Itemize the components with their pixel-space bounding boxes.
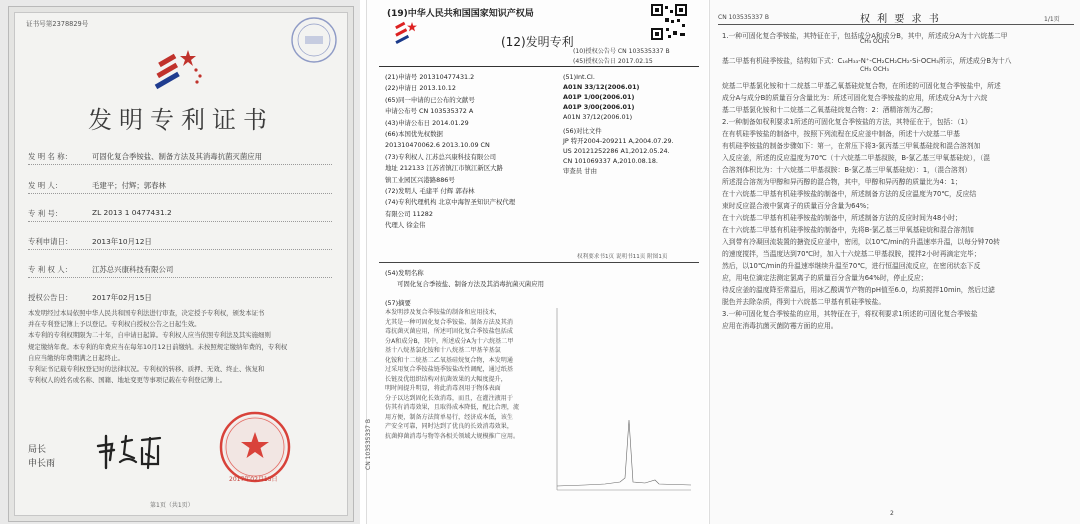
claims-page — [709, 0, 1080, 524]
formula-top: CH₃ OCH₃ — [860, 38, 889, 45]
claims-page-number: 2 — [890, 510, 894, 517]
body-line: 专利证书记载专利权登记时的法律状况。专利权的转移、质押、无效、终止、恢复和 — [28, 365, 265, 374]
abstract-line: 基十八烷基氯化铵和十八烷基二甲基苄基氯 — [385, 347, 501, 354]
claim-line: 入到带有冷凝回流装置的搪瓷反应釜中，密闭，以10℃/min的升温速率升温，以每分钟70转 — [722, 238, 1000, 246]
claim-line: 2.一种制备如权利要求1所述的可固化复合季铵盐的方法，其特征在于，包括：（1） — [722, 118, 972, 126]
biblio-line: (74)专利代理机构 北京中海智圣知识产权代理 — [385, 198, 516, 207]
biblio-line: 代理人 徐金伟 — [385, 221, 426, 230]
abstract-figure — [545, 300, 695, 500]
formula-bottom: CH₃ OCH₃ — [860, 66, 889, 73]
certificate-title: 发明专利证书 — [88, 106, 274, 134]
claims-header-rule — [718, 24, 1074, 25]
certificate-body — [28, 308, 332, 386]
claims-text — [722, 30, 1074, 332]
field-label-title: 发 明 名 称： — [28, 152, 73, 161]
page-count-note: 权利要求书1页 说明书11页 附图1页 — [577, 254, 668, 260]
biblio-line: 镇工业园区兴港路886号 — [385, 175, 455, 184]
claim-line: 3.一种可固化复合季铵盐的应用，其特征在于，将权利要求1所述的可固化复合季铵盐 — [722, 310, 978, 318]
classification-line: A01P 1/00(2006.01) — [563, 93, 635, 101]
director-name: 申长雨 — [28, 459, 56, 469]
abstract-line: 产安全可靠，同时达到了优良的长效消毒效果， — [385, 423, 513, 430]
field-value-title: 可固化复合季铵盐、制备方法及其消毒抗菌灭菌应用 — [92, 152, 262, 161]
biblio-line: 地址 212133 江苏省镇江市镇江新区大路 — [385, 164, 503, 173]
claim-line: 束时反应混合液中氯离子的质量百分含量为64%； — [722, 202, 874, 210]
classification-line: CN 101069337 A,2010.08.18. — [563, 157, 658, 165]
field-label-filing-date: 专利申请日： — [28, 237, 73, 246]
body-line: 规定缴纳年费。本专利的年费应当在每年10月12日前缴纳。未按照规定缴纳年费的，专利权 — [28, 342, 288, 351]
divider — [28, 221, 332, 222]
seal-date: 2017年02月15日 — [229, 476, 278, 483]
abstract-line: 长链及优组织结构对抗菌效果的大幅度提升， — [385, 375, 507, 383]
body-line: 本专利的专利权期限为二十年，自申请日起算。专利权人应当依照专利法及其实施细则 — [28, 331, 271, 340]
patent-certificate-photo — [0, 0, 360, 524]
abstract-line: 过采用复合季铵盐链季铵盐改性调配，通过纸基 — [385, 366, 513, 373]
biblio-line: (43)申请公布日 2014.01.29 — [385, 118, 469, 127]
handwritten-signature — [92, 428, 164, 472]
biblio-line: (73)专利权人 江苏总兴康科技有限公司 — [385, 152, 497, 161]
certificate-footer: 第1页（共1页） — [150, 502, 194, 509]
claim-line: 应用在消毒抗菌灭菌防霉方面的应用。 — [722, 322, 838, 330]
abstract-text — [385, 308, 533, 441]
grant-pub-no: (10)授权公告号 CN 103535337 B — [573, 48, 670, 55]
abstract-line: 用方便，制备方法简单易行，经济成本低，该生 — [385, 413, 513, 421]
classification-fields — [563, 72, 703, 176]
abstract-line: 抗菌抑菌消毒与物等各相关领域大规模推广应用。 — [385, 432, 520, 440]
divider — [28, 277, 332, 278]
divider — [28, 164, 332, 165]
claims-doc-no: CN 103535337 B — [718, 14, 769, 21]
classification-line: A01N 33/12(2006.01) — [563, 83, 640, 91]
claim-line: 在十六烷基二甲基有机硅季铵盐的制备中，所述制备方法的反应温度为70℃，反应结 — [722, 190, 977, 198]
biblio-line: 申请公布号 CN 103535372 A — [385, 107, 474, 116]
cnipa-emblem-icon — [393, 20, 419, 50]
classification-line: A01N 37/12(2006.01) — [563, 113, 633, 121]
abstract-line: 仿其有消毒效果，且取得成本降低，配比合理，流 — [385, 404, 520, 411]
bibliographic-fields — [385, 72, 585, 232]
classification-line: JP 特开2004-209211 A,2004.07.29. — [563, 137, 674, 145]
field-value-grant-date: 2017年02月15日 — [92, 293, 152, 302]
field-value-patent-no: ZL 2013 1 0477431.2 — [92, 208, 172, 217]
field-label-grant-date: 授权公告日： — [28, 293, 73, 302]
field-label-inventor: 发 明 人： — [28, 181, 63, 190]
classification-line: A01P 3/00(2006.01) — [563, 103, 635, 111]
office-header: (19)中华人民共和国国家知识产权局 — [387, 9, 534, 19]
claims-title: 权 利 要 求 书 — [860, 14, 941, 25]
biblio-line: (66)本国优先权数据 — [385, 130, 443, 139]
abstract-line: 明时间提升明显，将此消毒剂用于物体表面 — [385, 385, 501, 392]
side-publication-label: CN 103535337 B — [365, 419, 372, 470]
claim-line: 成分A与成分B的质量百分含量比为：所述可固化复合季铵盐的应用，所述成分A为十六烷 — [722, 94, 988, 102]
national-emblem-icon — [150, 44, 208, 92]
field-label-patent-no: 专 利 号： — [28, 209, 63, 218]
claim-line: 合溶剂体积比为：十六烷基二甲基叔胺：B-氯乙基三甲氧基硅烷）：1，（混合溶剂） — [722, 166, 972, 174]
claim-line: 所述混合溶剂为甲醇和异丙醇的混合物，其中，甲醇和异丙醇的质量比为4：1； — [722, 178, 962, 186]
biblio-line: 201310470062.6 2013.10.09 CN — [385, 141, 490, 150]
round-stamp-icon — [288, 14, 340, 66]
field-label-patentee: 专 利 权 人： — [28, 265, 73, 274]
biblio-line: (21)申请号 201310477431.2 — [385, 73, 475, 81]
abstract-line: 本发明涉及复合季铵盐的制备和应用技术， — [385, 309, 501, 316]
claim-line: 在十六烷基二甲基有机硅季铵盐的制备中，先将B-氯乙基三甲氧基硅烷和混合溶剂加 — [722, 226, 974, 234]
abstract-line: 分A和成分B，其中，所述成分A为十六烷基二甲 — [385, 337, 514, 345]
biblio-line: (65)同一申请的已公布的文献号 — [385, 95, 475, 104]
classification-line: US 20121252286 A1,2012.05.24. — [563, 147, 670, 155]
claim-line: 待反应釜的温度降至常温后，用冰乙酸调节产物的pH值至6.0，均质搅拌10min，然后过滤 — [722, 286, 995, 294]
invention-title: 可固化复合季铵盐、制备方法及其消毒抗菌灭菌应用 — [397, 280, 544, 288]
claim-line: 有机硅季铵盐的制备步骤如下：第一，在常压下将3-氯丙基三甲氧基硅烷和混合溶剂加 — [722, 142, 981, 150]
abstract-line: 化铵和十二烷基二乙氧基硅烷复合物，本发明通 — [385, 356, 513, 364]
claim-line: 在十六烷基二甲基有机硅季铵盐的制备中，所述制备方法的反应时间为48小时； — [722, 214, 962, 222]
certificate-number: 证书号第2378829号 — [26, 20, 89, 28]
claims-page-indicator: 1/1页 — [1044, 16, 1060, 23]
biblio-line: 有限公司 11282 — [385, 209, 433, 218]
body-line: 自应当缴纳年费期满之日起终止。 — [28, 353, 124, 362]
claim-line: 脱色并去除杂质，得到十六烷基二甲基有机硅季铵盐。 — [722, 298, 886, 306]
director-label: 局长 — [28, 445, 47, 455]
invention-title-label: (54)发明名称 — [385, 269, 424, 277]
claim-line: 烷基二甲基氯化铵和十二烷基二甲基乙氧基硅烷复合物，在所述的可固化复合季铵盐中，所述 — [722, 82, 1001, 90]
abstract-line: 分子以达到固化长效消毒，而且，在灌注液用于 — [385, 394, 513, 402]
claim-line: 然后，以10℃/min的升温速率继续升温至70℃，进行恒温回流反应，在密闭状态下反 — [722, 262, 981, 270]
claim-line: 应，用电位滴定法测定氯离子的质量百分含量为64%时，停止反应； — [722, 274, 928, 282]
claim-line: 在有机硅季铵盐的制备中，按照下列流程在反应釜中制备，所述十六烷基二甲基 — [722, 130, 960, 138]
patent-kind: (12)发明专利 — [501, 35, 574, 49]
grant-pub-date: (45)授权公告日 2017.02.15 — [573, 58, 653, 65]
abstract-line: 尤其是一种可固化复合季铵盐、制备方法及其消 — [385, 318, 513, 326]
divider — [28, 249, 332, 250]
claim-line: 基二甲基氯化铵和十二烷基二乙氧基硅烷复合物：2：酒精溶剂为乙醇； — [722, 106, 938, 114]
claim-line: 1.一种可固化复合季铵盐，其特征在于，包括成分A和成分B，其中，所述成分A为十六烷基二甲 — [722, 32, 1008, 40]
classification-line: 审查员 甘由 — [563, 167, 597, 175]
biblio-line: (72)发明人 毛建平 付辉 郭春林 — [385, 187, 475, 196]
field-value-filing-date: 2013年10月12日 — [92, 237, 152, 246]
body-line: 并在专利登记簿上予以登记。专利权自授权公告之日起生效。 — [28, 320, 201, 329]
classification-line: (51)Int.Cl. — [563, 73, 595, 81]
field-value-patentee: 江苏总兴康科技有限公司 — [92, 265, 174, 274]
header-rule — [379, 66, 699, 67]
claim-line: 的速度搅拌，当温度达到70℃时，加入十六烷基二甲基叔胺，搅拌2小时再滴定完毕； — [722, 250, 981, 258]
claim-line: 基二甲基有机硅季铵盐，结构如下式：C₁₆H₃₃-N⁺-CH₂CH₂CH₂-Si-OCH₃所示，所述成分B为十八 — [722, 57, 1012, 65]
body-line: 本发明经过本局依照中华人民共和国专利法进行审查，决定授予专利权，颁发本证书 — [28, 309, 265, 317]
abstract-label: (57)摘要 — [385, 299, 411, 307]
biblio-line: (22)申请日 2013.10.12 — [385, 84, 456, 93]
field-value-inventor: 毛建平；付辉；郭春林 — [92, 181, 166, 190]
claim-line: 入反应釜，所述的反应温度为70℃（十六烷基二甲基叔胺，B-氯乙基三甲氧基硅烷），（混 — [722, 154, 991, 162]
qr-code-icon — [651, 4, 687, 40]
section-rule — [379, 262, 699, 263]
patent-front-page — [366, 0, 708, 524]
body-line: 专利权人的姓名或名称、国籍、地址变更等事项记载在专利登记簿上。 — [28, 376, 227, 385]
divider — [28, 193, 332, 194]
abstract-line: 毒抗菌灭菌应用，所述可固化复合季铵盐包括成 — [385, 328, 513, 335]
red-official-seal — [218, 410, 292, 484]
classification-line: (56)对比文件 — [563, 127, 602, 135]
